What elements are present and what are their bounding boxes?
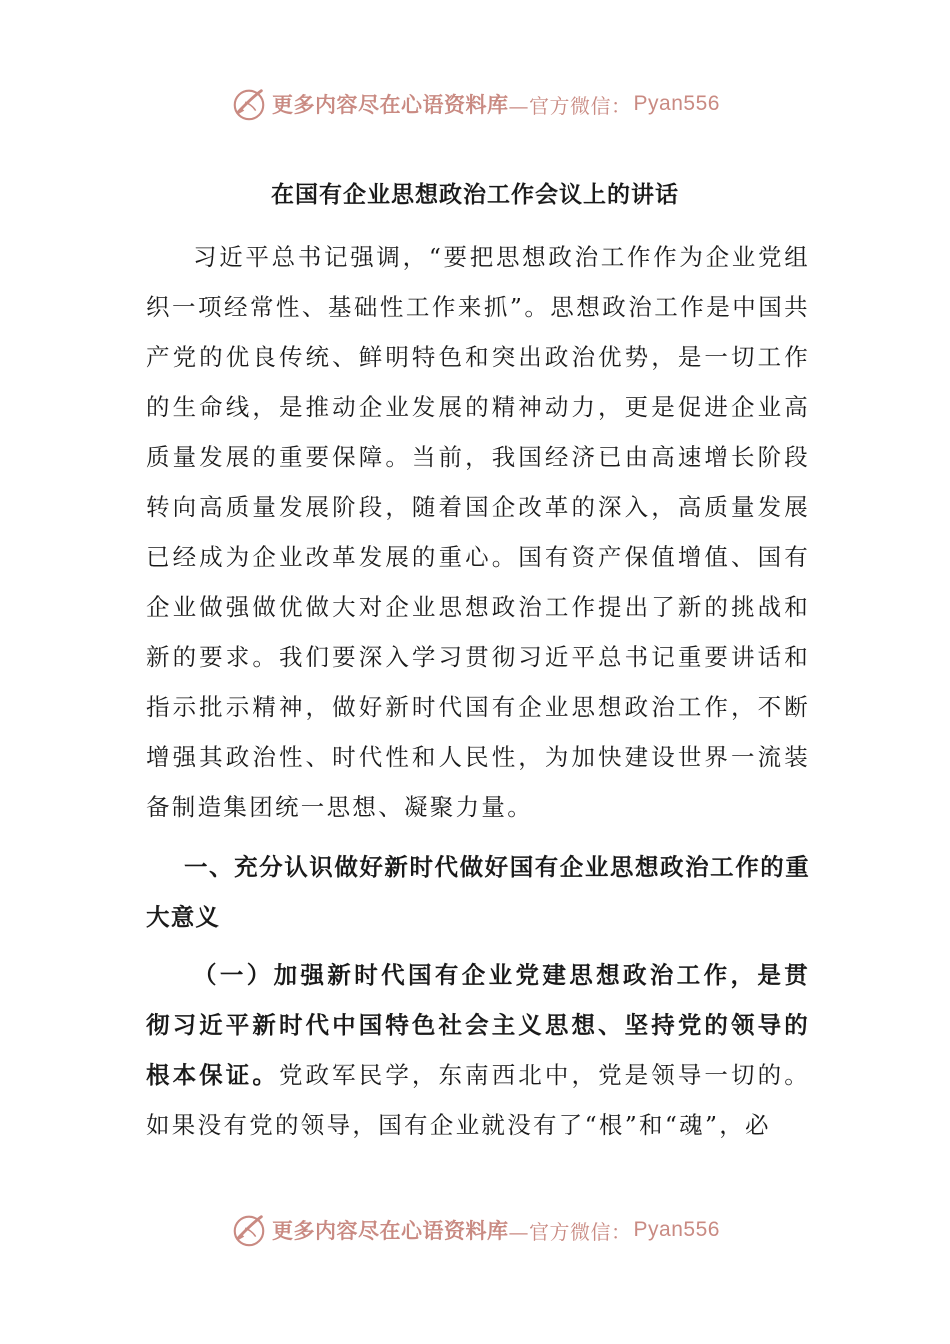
pen-logo-icon [230,1211,268,1249]
watermark-header [0,84,950,124]
document-title: 在国有企业思想政治工作会议上的讲话 [271,181,679,208]
intro-paragraph: 习近平总书记强调，“要把思想政治工作作为企业党组织一项经常性、基础性工作来抓”。思想政治工作是中国共产党的优良传统、鲜明特色和突出政治优势，是一切工作的生命线，是推动企业发展的精神动力，更是促进企业高质量发展的重要保障。当前，我国经济已由高速增长阶段转向高质量发展阶段，随着国企改革的深入，高质量发展已经成为企业改革发展的重心。国有资产保值增值、国有企业做强做优做大对企业思想政治工作提出了新的挑战和新的要求。我们要深入学习贯彻习近平总书记重要讲话和指示批示精神，做好新时代国有企业思想政治工作，不断增强其政治性、时代性和人民性，为加快建设世界一流装备制造集团统一思想、凝聚力量。 [146,243,810,821]
watermark-separator-text: —官方微信： [508,93,632,118]
subsection-paragraph [146,950,810,1150]
subsection-body: 党政军民学，东南西北中，党是领导一切的。如果没有党的领导，国有企业就没有了“根”和“魂”，必 [146,1061,811,1139]
watermark-main-text: 更多内容尽在心语资料库 [272,1218,509,1243]
watermark-wechat-id: Pyan556 [633,1218,720,1241]
pen-logo-icon [230,85,268,123]
watermark-wechat-id: Pyan556 [633,92,720,115]
watermark-separator-text: —官方微信： [508,1219,632,1244]
subsection-bold-lead: （一）加强新时代国有企业党建思想政治工作，是贯彻习近平新时代中国特色社会主义思想、坚持党的领导的根本保证。 [146,961,810,1089]
section-heading: 一、充分认识做好新时代做好国有企业思想政治工作的重大意义 [146,853,810,931]
watermark-footer [0,1210,950,1250]
watermark-main-text: 更多内容尽在心语资料库 [272,92,509,117]
